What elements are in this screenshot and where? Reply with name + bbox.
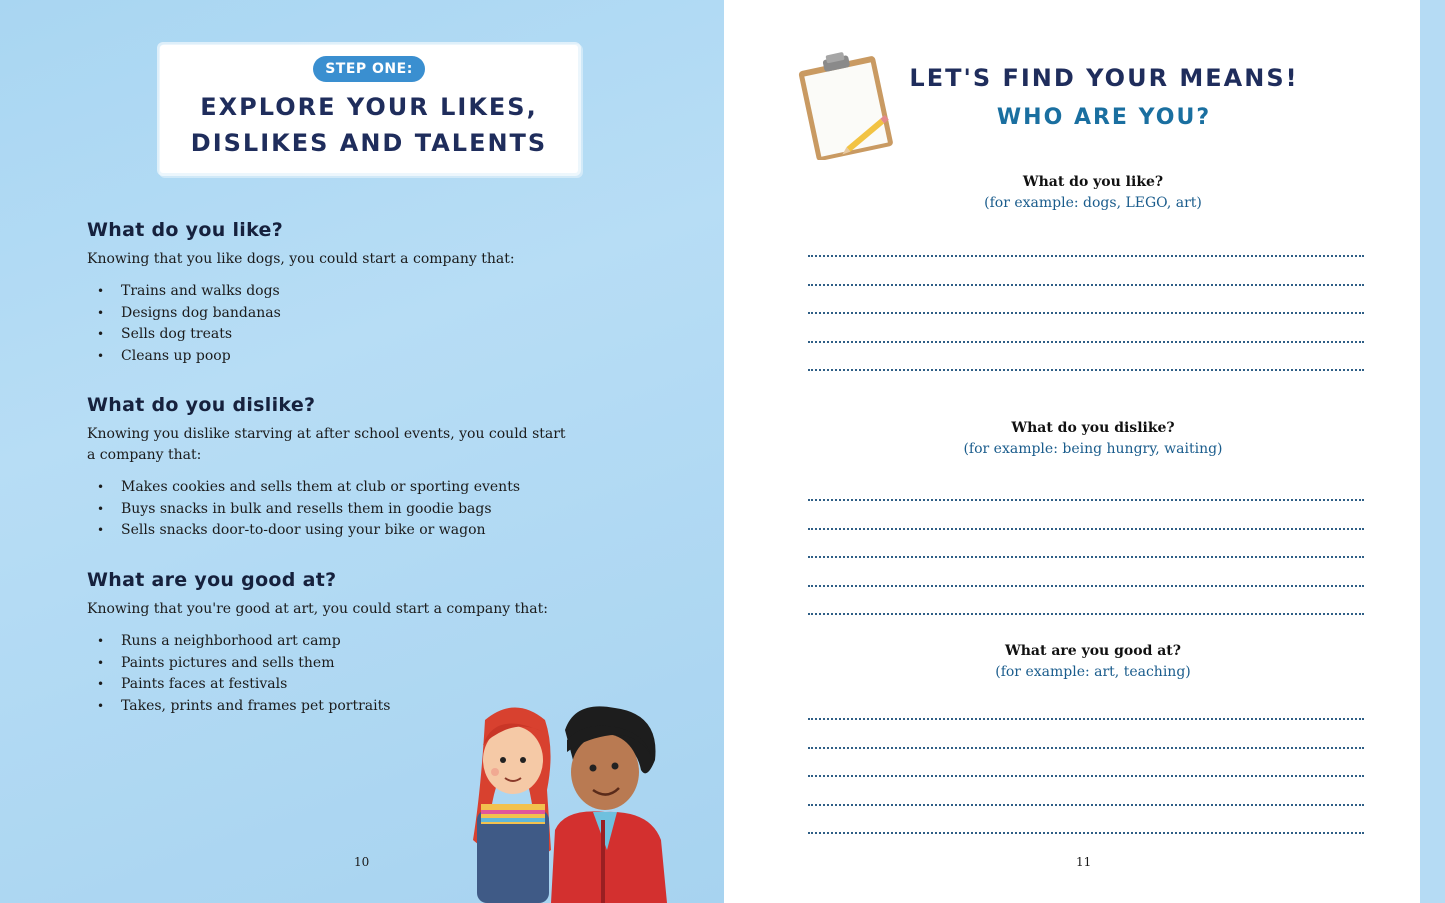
- answer-line[interactable]: [808, 312, 1364, 314]
- section-intro: Knowing that you like dogs, you could start a company that:: [87, 251, 515, 267]
- section-heading: What do you dislike?: [87, 394, 316, 416]
- list-item: • Paints faces at festivals: [97, 676, 288, 692]
- list-item: • Trains and walks dogs: [97, 283, 280, 299]
- page-number: 11: [1076, 855, 1092, 869]
- answer-line[interactable]: [808, 255, 1364, 257]
- answer-lines-dislikes[interactable]: [808, 499, 1364, 642]
- list-item: • Buys snacks in bulk and resells them in goodie bags: [97, 500, 492, 517]
- page-number: 10: [354, 855, 370, 869]
- list-item: • Designs dog bandanas: [97, 304, 281, 321]
- answer-line[interactable]: [808, 528, 1364, 530]
- question-dislikes: [843, 418, 1343, 460]
- list-item: • Takes, prints and frames pet portraits: [97, 697, 391, 714]
- question-talents: [843, 641, 1343, 683]
- question-label: What do you dislike?: [1011, 420, 1175, 436]
- question-label: What are you good at?: [1005, 643, 1181, 659]
- right-title: LET'S FIND YOUR MEANS!: [909, 64, 1299, 92]
- step-label-badge: STEP ONE:: [313, 56, 425, 82]
- section-heading: What do you like?: [87, 219, 284, 241]
- question-likes: [843, 172, 1343, 214]
- kids-illustration: [455, 700, 675, 903]
- bullet-list: [87, 477, 577, 542]
- list-item: • Cleans up poop: [97, 347, 231, 364]
- answer-line[interactable]: [808, 775, 1364, 777]
- section-intro: Knowing you dislike starving at after school events, you could start a company that:: [87, 426, 566, 463]
- answer-line[interactable]: [808, 585, 1364, 587]
- step-title-line-1: EXPLORE YOUR LIKES,: [200, 93, 538, 121]
- step-title-card: [160, 45, 578, 173]
- list-item: • Runs a neighborhood art camp: [97, 633, 341, 649]
- list-item: • Paints pictures and sells them: [97, 654, 335, 671]
- clipboard-pencil-icon: [796, 48, 900, 160]
- answer-line[interactable]: [808, 613, 1364, 615]
- answer-line[interactable]: [808, 556, 1364, 558]
- answer-line[interactable]: [808, 747, 1364, 749]
- section-intro: Knowing that you're good at art, you could start a company that:: [87, 601, 548, 617]
- step-title-line-2: DISLIKES AND TALENTS: [190, 129, 548, 157]
- answer-line[interactable]: [808, 832, 1364, 834]
- question-example: (for example: art, teaching): [995, 664, 1191, 680]
- answer-lines-talents[interactable]: [808, 718, 1364, 861]
- page-edge-strip: [1420, 0, 1445, 903]
- section-likes: [87, 219, 577, 367]
- answer-line[interactable]: [808, 718, 1364, 720]
- answer-lines-likes[interactable]: [808, 255, 1364, 398]
- section-talents: [87, 569, 577, 717]
- list-item: • Makes cookies and sells them at club or sporting events: [97, 479, 520, 495]
- answer-line[interactable]: [808, 804, 1364, 806]
- right-subtitle: WHO ARE YOU?: [996, 105, 1212, 130]
- section-dislikes: [87, 394, 577, 542]
- question-example: (for example: dogs, LEGO, art): [984, 195, 1202, 211]
- answer-line[interactable]: [808, 499, 1364, 501]
- question-example: (for example: being hungry, waiting): [963, 441, 1223, 457]
- answer-line[interactable]: [808, 284, 1364, 286]
- section-heading: What are you good at?: [87, 569, 337, 591]
- list-item: • Sells dog treats: [97, 326, 233, 342]
- list-item: • Sells snacks door-to-door using your bike or wagon: [97, 522, 486, 538]
- bullet-list: [87, 281, 577, 367]
- answer-line[interactable]: [808, 369, 1364, 371]
- answer-line[interactable]: [808, 341, 1364, 343]
- question-label: What do you like?: [1022, 174, 1164, 190]
